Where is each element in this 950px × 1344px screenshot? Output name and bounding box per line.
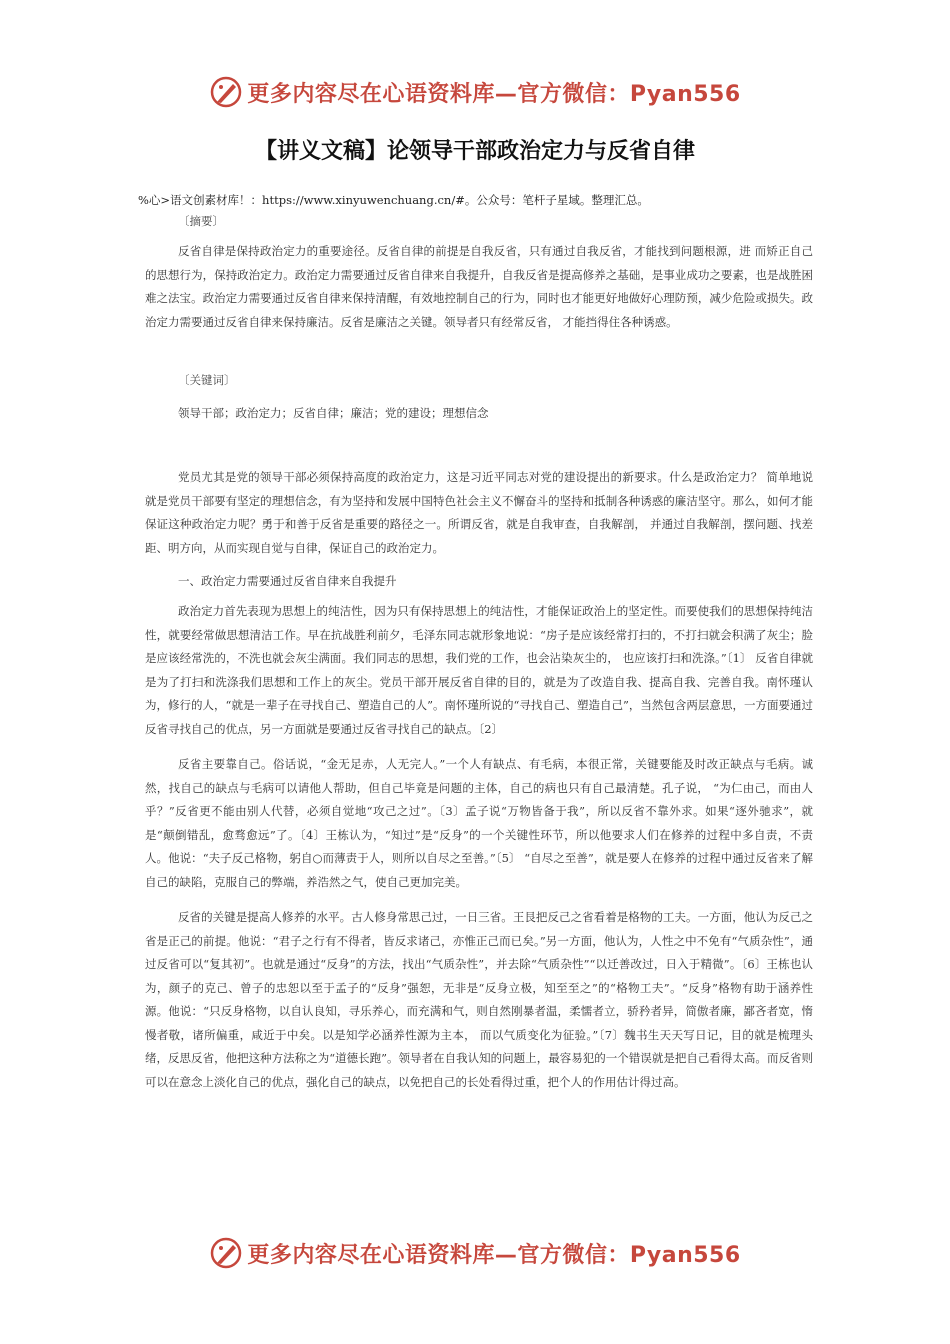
intro-block [145, 466, 813, 560]
body-paragraph-2: 反省主要靠自己。俗话说，“金无足赤，人无完人。”一个人有缺点、有毛病，本很正常，关键要能及时改正缺点与毛病。诚然，找自己的缺点与毛病可以请他人帮助，但自己毕竟是问题的主体，自己的病也只有自己最清楚。孔子说， “为仁由己，而由人乎？”反省更不能由别人代替，必须自觉地“攻己之过”。〔3〕孟子说“万物皆备于我”，所以反省不靠外求。如果“逐外驰求”，就是“颠倒错乱，愈骛愈远”了。〔4〕王栋认为，“知过”是“反身”的一个关键性环节，所以他要求人们在修养的过程中多自责，不责人。他说：“夫子反己格物，躬自○而薄责于人，则所以自尽之至善。”〔5〕 “自尽之至善”，就是要人在修养的过程中通过反省来了解自己的缺陷，克服自己的弊端，养浩然之气，使自己更加完美。 [145, 757, 813, 889]
document-title: 【讲义文稿】论领导干部政治定力与反省自律 [254, 139, 695, 164]
footer-banner [0, 1233, 950, 1273]
banner-text: 更多内容尽在心语资料库—官方微信：Pyan556 [247, 81, 741, 107]
body-block [145, 600, 813, 1094]
abstract-label: 〔摘要〕 [178, 214, 224, 228]
quill-logo-icon [209, 1236, 243, 1270]
keywords-list: 领导干部；政治定力；反省自律；廉洁；党的建设；理想信念 [178, 406, 489, 420]
banner-text: 更多内容尽在心语资料库—官方微信：Pyan556 [247, 1242, 741, 1268]
intro-paragraph: 党员尤其是党的领导干部必须保持高度的政治定力，这是习近平同志对党的建设提出的新要求。什么是政治定力？ 简单地说就是党员干部要有坚定的理想信念，有为坚持和发展中国特色社会主义不懈奋斗的坚持和抵制各种诱惑的廉洁坚守。那么，如何才能保证这种政治定力呢？勇于和善于反省是重要的路径之一。所谓反省，就是自我审查，自我解剖， 并通过自我解剖，摆问题、找差距、明方向，从而实现自觉与自律，保证自己的政治定力。 [145, 470, 813, 555]
source-line: %心>语文创素材库！：https://www.xinyuwenchuang.cn/#。公众号：笔杆子星域。整理汇总。 [138, 193, 649, 207]
body-paragraph-3: 反省的关键是提高人修养的水平。古人修身常思己过，一日三省。王艮把反己之省看着是格物的工夫。一方面，他认为反己之省是正己的前提。他说：“君子之行有不得者，皆反求诸己，亦惟正己而已矣。”另一方面，他认为，人性之中不免有“气质杂性”，通过反省可以“复其初”。也就是通过“反身”的方法，找出“气质杂性”，并去除“气质杂性”“以迁善改过，日入于精微”。〔6〕王栋也认为，颜子的克己、曾子的忠恕以至于孟子的“反身”强恕，无非是“反身立极，知至至之”的“格物工夫”。“反身”格物有助于涵养性源。他说：“只反身格物，以自认良知，寻乐养心，而充满和气，则自然刚暴者温，柔懦者立，骄矜者异，简傲者廉，鄙吝者宽，惰慢者敬，诸所偏重，咸近于中矣。以是知学必涵养性源为主本， 而以气质变化为征验。”〔7〕魏书生天天写日记，目的就是梳理头绪，反思反省，他把这种方法称之为“道德长跑”。领导者在自我认知的问题上，最容易犯的一个错误就是把自己看得太高。而反省则可以在意念上淡化自己的优点，强化自己的缺点，以免把自己的长处看得过重，把个人的作用估计得过高。 [145, 910, 813, 1089]
keywords-label: 〔关键词〕 [178, 373, 236, 387]
header-banner [0, 72, 950, 112]
abstract-paragraph: 反省自律是保持政治定力的重要途径。反省自律的前提是自我反省，只有通过自我反省，才能找到问题根源，进 而矫正自己的思想行为，保持政治定力。政治定力需要通过反省自律来自我提升，自我反省是提高修养之基础，是事业成功之要素，也是战胜困难之法宝。政治定力需要通过反省自律来保持清醒，有效地控制自己的行为，同时也才能更好地做好心理防预，减少危险或损失。政治定力需要通过反省自律来保持廉洁。反省是廉洁之关键。领导者只有经常反省， 才能挡得住各种诱惑。 [145, 244, 813, 329]
body-paragraph-1: 政治定力首先表现为思想上的纯洁性，因为只有保持思想上的纯洁性，才能保证政治上的坚定性。而要使我们的思想保持纯洁性，就要经常做思想清洁工作。早在抗战胜利前夕，毛泽东同志就形象地说：“房子是应该经常打扫的，不打扫就会积满了灰尘；脸是应该经常洗的，不洗也就会灰尘满面。我们同志的思想，我们党的工作，也会沾染灰尘的， 也应该打扫和洗涤。”〔1〕 反省自律就是为了打扫和洗涤我们思想和工作上的灰尘。党员干部开展反省自律的目的，就是为了改造自我、提高自我、完善自我。南怀瑾认为，修行的人，“就是一辈子在寻找自己、塑造自己的人”。南怀瑾所说的“寻找自己、塑造自己”，当然包含两层意思，一方面要通过反省寻找自己的优点，另一方面就是要通过反省寻找自己的缺点。〔2〕 [145, 604, 813, 736]
abstract-block [145, 240, 813, 334]
quill-logo-icon [209, 75, 243, 109]
section-heading: 一、政治定力需要通过反省自律来自我提升 [178, 574, 397, 588]
